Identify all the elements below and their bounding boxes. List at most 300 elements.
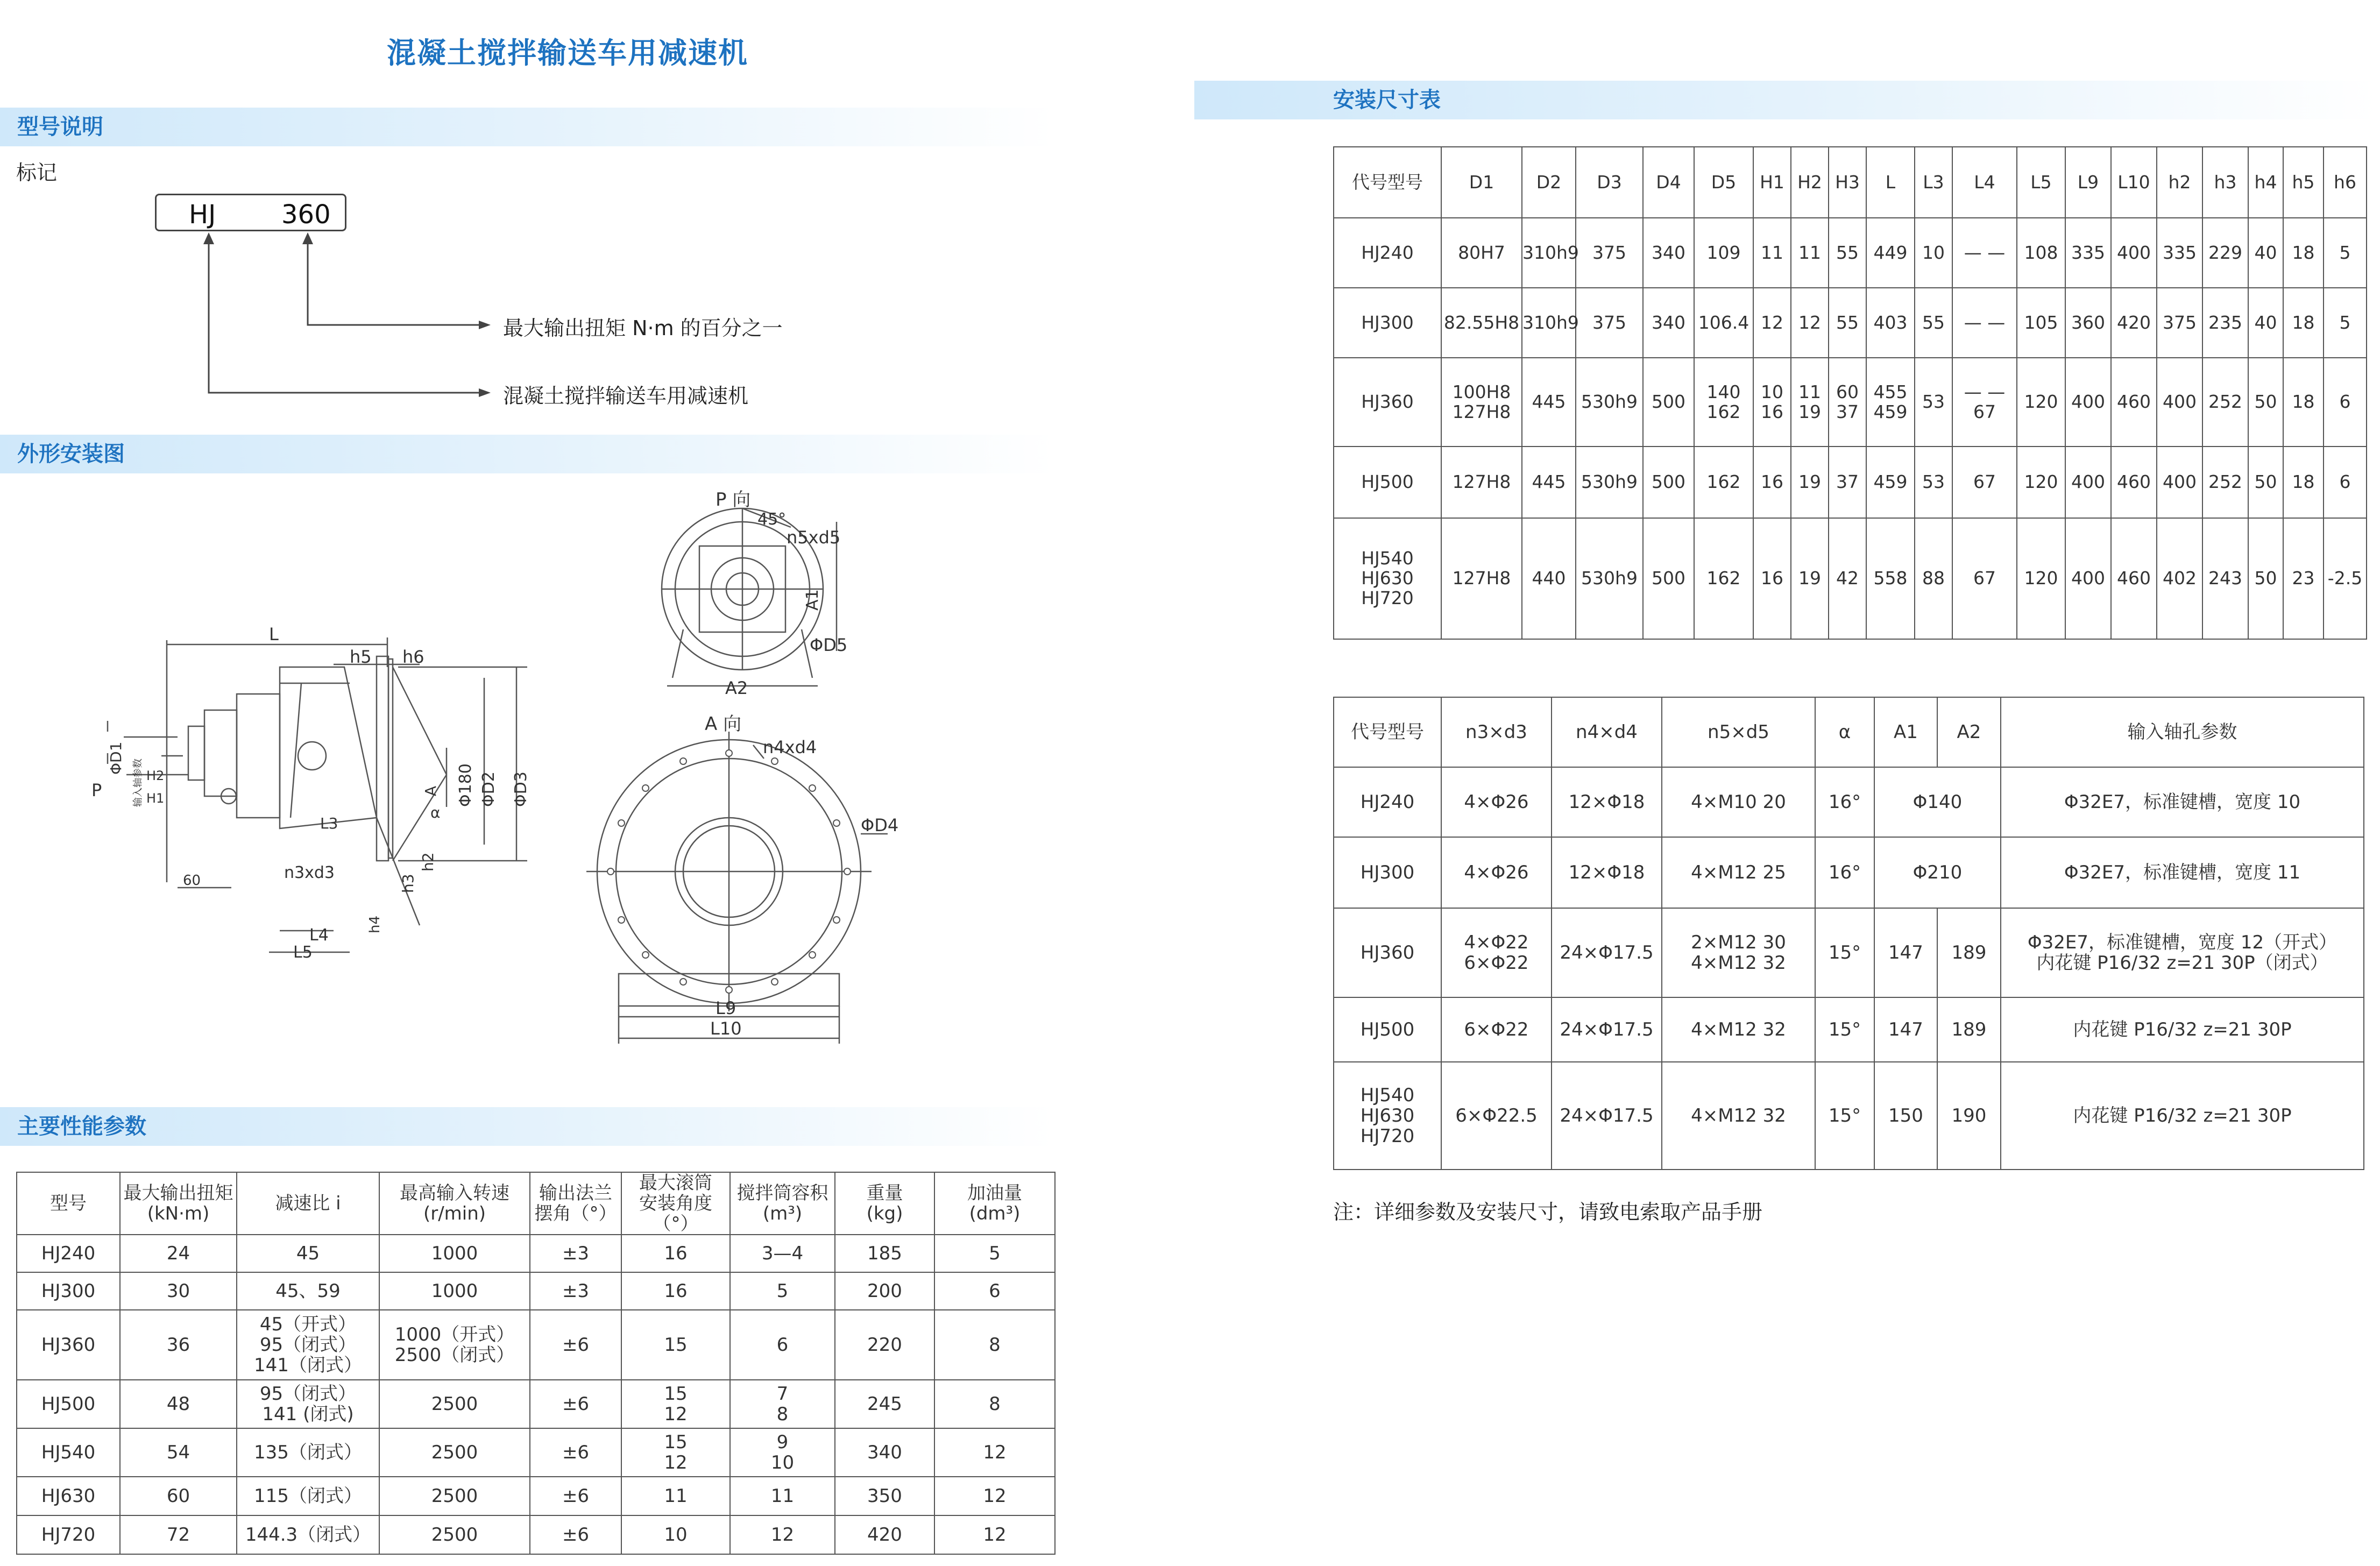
table-row <box>17 1477 1055 1515</box>
table-cell: HJ240 <box>17 1235 120 1272</box>
table-cell: ±3 <box>530 1272 621 1310</box>
table-cell: 2500 <box>379 1428 530 1477</box>
table-cell: 375 <box>1576 288 1643 358</box>
table-cell: 5 <box>934 1235 1055 1272</box>
table-cell: 144.3（闭式） <box>237 1515 379 1554</box>
dim-header: L <box>1866 147 1915 218</box>
table-cell: 120 <box>2017 358 2065 447</box>
table-row <box>1334 288 2367 358</box>
table-cell: 6 <box>934 1272 1055 1310</box>
table-cell: 45（开式） 95（闭式） 141（闭式） <box>237 1310 379 1380</box>
table-cell: 54 <box>120 1428 237 1477</box>
table-row <box>17 1310 1055 1380</box>
dim-header: H2 <box>1791 147 1829 218</box>
table-cell: 147 <box>1874 997 1937 1062</box>
label-P: P <box>91 780 102 800</box>
label-h6: h6 <box>402 647 424 667</box>
table-cell: 106.4 <box>1694 288 1753 358</box>
table-cell: 12 <box>730 1515 835 1554</box>
footnote: 注：详细参数及安装尺寸，请致电索取产品手册 <box>1333 1200 1763 1224</box>
table-cell: 455 459 <box>1866 358 1915 447</box>
label-D2: ΦD2 <box>479 771 498 807</box>
table-cell: 24×Φ17.5 <box>1552 1062 1662 1170</box>
table-cell: 445 <box>1522 447 1576 518</box>
table-cell: 4×Φ26 <box>1441 837 1552 908</box>
dim-header: L5 <box>2017 147 2065 218</box>
table-cell: 5 <box>2324 218 2367 288</box>
dim-header: L4 <box>1952 147 2017 218</box>
table-cell: 460 <box>2111 358 2157 447</box>
label-A: A <box>422 785 440 796</box>
table-cell: 200 <box>835 1272 934 1310</box>
table-cell: ±6 <box>530 1428 621 1477</box>
table-cell: 40 <box>2248 288 2283 358</box>
table-cell: 内花键 P16/32 z=21 30P <box>2001 997 2364 1062</box>
table-cell: 15 12 <box>621 1380 730 1428</box>
mark-label: 标记 <box>16 161 58 185</box>
table-row <box>1334 218 2367 288</box>
table-cell: 252 <box>2202 358 2248 447</box>
table-cell: 5 <box>730 1272 835 1310</box>
table-cell: 185 <box>835 1235 934 1272</box>
label-L9: L9 <box>716 998 736 1018</box>
perf-header-model: 型号 <box>17 1172 120 1235</box>
perf-header-ratio: 减速比 i <box>237 1172 379 1235</box>
shaft-header-model: 代号型号 <box>1334 697 1441 767</box>
table-cell: 67 <box>1952 447 2017 518</box>
table-cell: 16° <box>1815 767 1874 837</box>
table-cell: 310h9 <box>1522 288 1576 358</box>
table-cell: 45、59 <box>237 1272 379 1310</box>
model-code-prefix: HJ <box>189 200 216 230</box>
table-cell: 6 <box>2324 358 2367 447</box>
table-cell: — — <box>1952 218 2017 288</box>
table-cell: 459 <box>1866 447 1915 518</box>
table-cell: 335 <box>2065 218 2111 288</box>
table-cell: 109 <box>1694 218 1753 288</box>
table-cell: 23 <box>2283 518 2324 639</box>
table-row <box>1334 837 2364 908</box>
table-cell: 190 <box>1937 1062 2001 1170</box>
table-cell: 375 <box>1576 218 1643 288</box>
table-cell: 11 <box>621 1477 730 1515</box>
dim-header-model: 代号型号 <box>1334 147 1441 218</box>
table-cell: 45 <box>237 1235 379 1272</box>
a-view <box>586 732 888 1044</box>
table-cell: 2500 <box>379 1477 530 1515</box>
label-45deg: 45° <box>757 510 787 529</box>
label-D3: ΦD3 <box>512 771 530 807</box>
table-cell: HJ300 <box>1334 288 1441 358</box>
table-cell: 4×Φ26 <box>1441 767 1552 837</box>
label-n5d5: n5xd5 <box>787 527 841 548</box>
table-cell: 16° <box>1815 837 1874 908</box>
label-h4: h4 <box>367 915 383 933</box>
perf-header-oil: 加油量 (dm³) <box>934 1172 1055 1235</box>
table-cell: 19 <box>1791 518 1829 639</box>
outline-drawing <box>0 473 1054 1097</box>
table-cell: 16 <box>621 1235 730 1272</box>
shaft-parameter-table <box>1333 697 2364 1170</box>
table-cell: 36 <box>120 1310 237 1380</box>
table-cell: 67 <box>1952 518 2017 639</box>
label-h5: h5 <box>350 647 372 667</box>
table-cell: 400 <box>2111 218 2157 288</box>
table-cell: 229 <box>2202 218 2248 288</box>
table-cell: HJ360 <box>1334 908 1441 997</box>
table-cell: 6×Φ22.5 <box>1441 1062 1552 1170</box>
table-cell: 220 <box>835 1310 934 1380</box>
table-cell: HJ500 <box>1334 447 1441 518</box>
table-cell: 100H8 127H8 <box>1441 358 1522 447</box>
table-cell: 6 <box>730 1310 835 1380</box>
perf-header-weight: 重量 (kg) <box>835 1172 934 1235</box>
dim-header: D4 <box>1643 147 1694 218</box>
table-cell: 8 <box>934 1310 1055 1380</box>
table-cell: 12×Φ18 <box>1552 837 1662 908</box>
table-cell: ±6 <box>530 1380 621 1428</box>
table-cell: 12 <box>934 1515 1055 1554</box>
table-cell: 400 <box>2157 358 2202 447</box>
table-cell: 4×Φ22 6×Φ22 <box>1441 908 1552 997</box>
table-cell: 360 <box>2065 288 2111 358</box>
table-cell: 252 <box>2202 447 2248 518</box>
table-cell: 402 <box>2157 518 2202 639</box>
dim-header: H3 <box>1829 147 1866 218</box>
table-cell: 95（闭式） 141 (闭式) <box>237 1380 379 1428</box>
model-code-number: 360 <box>281 200 331 230</box>
table-cell: 50 <box>2248 358 2283 447</box>
table-cell: 245 <box>835 1380 934 1428</box>
table-cell: 105 <box>2017 288 2065 358</box>
table-cell: 18 <box>2283 218 2324 288</box>
table-cell: 189 <box>1937 908 2001 997</box>
table-cell: 340 <box>1643 288 1694 358</box>
table-cell: 9 10 <box>730 1428 835 1477</box>
table-cell: 135（闭式） <box>237 1428 379 1477</box>
table-cell: 340 <box>1643 218 1694 288</box>
table-cell: 内花键 P16/32 z=21 30P <box>2001 1062 2364 1170</box>
table-cell: 53 <box>1915 447 1952 518</box>
table-cell: 530h9 <box>1576 358 1643 447</box>
label-L3: L3 <box>320 814 338 832</box>
table-cell: 12 <box>934 1477 1055 1515</box>
table-cell: 55 <box>1829 288 1866 358</box>
table-cell: 6×Φ22 <box>1441 997 1552 1062</box>
table-cell: 8 <box>934 1380 1055 1428</box>
table-cell: 235 <box>2202 288 2248 358</box>
table-cell: 3—4 <box>730 1235 835 1272</box>
section-performance-header: 主要性能参数 <box>0 1107 1054 1146</box>
table-cell: 420 <box>2111 288 2157 358</box>
label-h2: h2 <box>419 852 437 871</box>
shaft-header-alpha: α <box>1815 697 1874 767</box>
table-cell: HJ630 <box>17 1477 120 1515</box>
table-cell: 2500 <box>379 1515 530 1554</box>
dim-header: h4 <box>2248 147 2283 218</box>
table-cell: 530h9 <box>1576 518 1643 639</box>
table-cell: 162 <box>1694 447 1753 518</box>
label-input: 输入轴参数 <box>132 759 144 807</box>
table-cell: 400 <box>2065 358 2111 447</box>
table-cell: 375 <box>2157 288 2202 358</box>
table-cell: 4×M12 25 <box>1662 837 1815 908</box>
table-cell: Φ140 <box>1874 767 2001 837</box>
table-cell: 120 <box>2017 447 2065 518</box>
table-row <box>1334 997 2364 1062</box>
table-cell: HJ360 <box>1334 358 1441 447</box>
table-cell: HJ240 <box>1334 218 1441 288</box>
label-H2: H2 <box>146 768 165 783</box>
table-cell: HJ720 <box>17 1515 120 1554</box>
table-cell: 15° <box>1815 1062 1874 1170</box>
table-cell: 11 <box>1791 218 1829 288</box>
dim-header: H1 <box>1753 147 1791 218</box>
table-cell: 10 <box>621 1515 730 1554</box>
table-cell: 420 <box>835 1515 934 1554</box>
table-cell: HJ300 <box>17 1272 120 1310</box>
table-cell: 400 <box>2065 447 2111 518</box>
perf-header-speed: 最高输入转速 (r/min) <box>379 1172 530 1235</box>
table-cell: 310h9 <box>1522 218 1576 288</box>
table-cell: 16 <box>1753 447 1791 518</box>
table-cell: 12×Φ18 <box>1552 767 1662 837</box>
table-row <box>1334 358 2367 447</box>
table-cell: 115（闭式） <box>237 1477 379 1515</box>
table-cell: 16 <box>1753 518 1791 639</box>
model-code-leaders <box>0 0 538 420</box>
table-cell: 18 <box>2283 288 2324 358</box>
table-cell: 15° <box>1815 908 1874 997</box>
table-cell: 88 <box>1915 518 1952 639</box>
table-cell: ±6 <box>530 1515 621 1554</box>
table-row <box>1334 447 2367 518</box>
dim-header: h6 <box>2324 147 2367 218</box>
table-cell: 147 <box>1874 908 1937 997</box>
table-cell: 403 <box>1866 288 1915 358</box>
table-cell: 50 <box>2248 447 2283 518</box>
desc-name: 混凝土搅拌输送车用减速机 <box>503 384 749 408</box>
table-cell: 60 <box>120 1477 237 1515</box>
dim-header: L10 <box>2111 147 2157 218</box>
table-cell: HJ300 <box>1334 837 1441 908</box>
table-cell: HJ500 <box>1334 997 1441 1062</box>
table-cell: 72 <box>120 1515 237 1554</box>
table-cell: — — <box>1952 288 2017 358</box>
table-cell: 460 <box>2111 447 2157 518</box>
shaft-header-a2: A2 <box>1937 697 2001 767</box>
table-cell: 82.55H8 <box>1441 288 1522 358</box>
table-cell: 445 <box>1522 358 1576 447</box>
table-cell: 189 <box>1937 997 2001 1062</box>
label-a-view: A 向 <box>705 713 742 735</box>
section-model-header: 型号说明 <box>0 108 1054 146</box>
label-D5: ΦD5 <box>810 635 848 655</box>
table-row <box>17 1428 1055 1477</box>
perf-header-torque: 最大输出扭矩 (kN·m) <box>120 1172 237 1235</box>
table-cell: 2500 <box>379 1380 530 1428</box>
performance-table <box>16 1172 1056 1555</box>
table-cell: 18 <box>2283 358 2324 447</box>
label-A2: A2 <box>725 678 748 698</box>
table-cell: 19 <box>1791 447 1829 518</box>
table-cell: 162 <box>1694 518 1753 639</box>
table-cell: 449 <box>1866 218 1915 288</box>
label-H1: H1 <box>146 791 165 806</box>
table-cell: 558 <box>1866 518 1915 639</box>
label-h3: h3 <box>399 874 417 893</box>
table-cell: HJ360 <box>17 1310 120 1380</box>
dim-header: D1 <box>1441 147 1522 218</box>
table-cell: 15 12 <box>621 1428 730 1477</box>
table-cell: ±6 <box>530 1310 621 1380</box>
table-cell: 80H7 <box>1441 218 1522 288</box>
table-row <box>1334 767 2364 837</box>
shaft-header-a1: A1 <box>1874 697 1937 767</box>
table-cell: 127H8 <box>1441 447 1522 518</box>
table-cell: 500 <box>1643 447 1694 518</box>
table-cell: 335 <box>2157 218 2202 288</box>
table-cell: 500 <box>1643 518 1694 639</box>
table-cell: -2.5 <box>2324 518 2367 639</box>
table-cell: 4×M10 20 <box>1662 767 1815 837</box>
table-cell: 12 <box>1791 288 1829 358</box>
table-cell: HJ540 HJ630 HJ720 <box>1334 1062 1441 1170</box>
label-alpha: α <box>430 804 441 821</box>
table-cell: 6 <box>2324 447 2367 518</box>
table-cell: 1000 <box>379 1272 530 1310</box>
table-cell: 5 <box>2324 288 2367 358</box>
table-row <box>1334 908 2364 997</box>
table-cell: 1000（开式） 2500（闭式） <box>379 1310 530 1380</box>
table-cell: 10 <box>1915 218 1952 288</box>
table-cell: 440 <box>1522 518 1576 639</box>
table-cell: 108 <box>2017 218 2065 288</box>
table-cell: 53 <box>1915 358 1952 447</box>
label-n3d3: n3xd3 <box>284 863 335 882</box>
table-cell: 400 <box>2065 518 2111 639</box>
table-cell: 127H8 <box>1441 518 1522 639</box>
table-cell: 24 <box>120 1235 237 1272</box>
label-D180: Φ180 <box>456 763 475 807</box>
table-row <box>17 1380 1055 1428</box>
table-cell: 12 <box>934 1428 1055 1477</box>
label-n4d4: n4xd4 <box>763 737 817 757</box>
desc-torque: 最大输出扭矩 N·m 的百分之一 <box>503 316 783 340</box>
table-row <box>17 1235 1055 1272</box>
dim-header: h5 <box>2283 147 2324 218</box>
table-cell: Φ32E7，标准键槽，宽度 10 <box>2001 767 2364 837</box>
label-L10: L10 <box>710 1018 742 1039</box>
table-cell: HJ240 <box>1334 767 1441 837</box>
table-cell: 12 <box>1753 288 1791 358</box>
table-cell: 16 <box>621 1272 730 1310</box>
perf-header-angle: 最大滚筒 安装角度（°） <box>621 1172 730 1235</box>
table-cell: 55 <box>1915 288 1952 358</box>
dim-header: L3 <box>1915 147 1952 218</box>
table-cell: 460 <box>2111 518 2157 639</box>
table-cell: ±3 <box>530 1235 621 1272</box>
table-cell: 15° <box>1815 997 1874 1062</box>
table-cell: 120 <box>2017 518 2065 639</box>
label-A1: A1 <box>803 589 822 611</box>
perf-header-swing: 输出法兰 摆角（°） <box>530 1172 621 1235</box>
table-cell: 530h9 <box>1576 447 1643 518</box>
table-cell: Φ32E7，标准键槽，宽度 11 <box>2001 837 2364 908</box>
shaft-header-input: 输入轴孔参数 <box>2001 697 2364 767</box>
dim-header: h3 <box>2202 147 2248 218</box>
table-row <box>17 1515 1055 1554</box>
table-cell: Φ210 <box>1874 837 2001 908</box>
table-cell: HJ540 <box>17 1428 120 1477</box>
table-cell: 4×M12 32 <box>1662 1062 1815 1170</box>
perf-header-volume: 搅拌筒容积 (m³) <box>730 1172 835 1235</box>
label-p-view: P 向 <box>716 489 751 511</box>
table-cell: 11 19 <box>1791 358 1829 447</box>
label-D4: ΦD4 <box>861 815 899 835</box>
table-cell: 15 <box>621 1310 730 1380</box>
label-L: L <box>269 624 279 644</box>
table-cell: 42 <box>1829 518 1866 639</box>
table-row <box>1334 1062 2364 1170</box>
table-cell: 24×Φ17.5 <box>1552 997 1662 1062</box>
table-cell: 243 <box>2202 518 2248 639</box>
table-row <box>1334 518 2367 639</box>
table-cell: 140 162 <box>1694 358 1753 447</box>
section-install-header: 安装尺寸表 <box>1194 81 2378 119</box>
table-cell: ±6 <box>530 1477 621 1515</box>
table-cell: 40 <box>2248 218 2283 288</box>
table-cell: 30 <box>120 1272 237 1310</box>
label-60: 60 <box>183 873 201 889</box>
table-cell: Φ32E7，标准键槽，宽度 12（开式） 内花键 P16/32 z=21 30P（闭式） <box>2001 908 2364 997</box>
table-cell: 60 37 <box>1829 358 1866 447</box>
dim-header: D5 <box>1694 147 1753 218</box>
table-cell: 55 <box>1829 218 1866 288</box>
label-D1: ΦD1 <box>107 741 125 775</box>
table-row <box>17 1272 1055 1310</box>
table-cell: HJ500 <box>17 1380 120 1428</box>
table-cell: 340 <box>835 1428 934 1477</box>
table-cell: 48 <box>120 1380 237 1428</box>
section-outline-header: 外形安装图 <box>0 435 1054 473</box>
table-cell: 400 <box>2157 447 2202 518</box>
table-cell: HJ540 HJ630 HJ720 <box>1334 518 1441 639</box>
dim-header: h2 <box>2157 147 2202 218</box>
table-cell: 11 <box>1753 218 1791 288</box>
dim-header: L9 <box>2065 147 2111 218</box>
table-cell: 50 <box>2248 518 2283 639</box>
dim-header: D2 <box>1522 147 1576 218</box>
table-cell: 2×M12 30 4×M12 32 <box>1662 908 1815 997</box>
dim-header: D3 <box>1576 147 1643 218</box>
table-cell: 1000 <box>379 1235 530 1272</box>
table-cell: 18 <box>2283 447 2324 518</box>
page-title: 混凝土搅拌输送车用减速机 <box>387 36 748 70</box>
table-cell: 4×M12 32 <box>1662 997 1815 1062</box>
label-L5: L5 <box>293 943 313 962</box>
dimension-table <box>1333 146 2367 640</box>
table-cell: 7 8 <box>730 1380 835 1428</box>
shaft-header-n5d5: n5×d5 <box>1662 697 1815 767</box>
table-cell: 500 <box>1643 358 1694 447</box>
table-cell: 350 <box>835 1477 934 1515</box>
table-cell: — — 67 <box>1952 358 2017 447</box>
shaft-header-n3d3: n3×d3 <box>1441 697 1552 767</box>
table-cell: 11 <box>730 1477 835 1515</box>
table-cell: 10 16 <box>1753 358 1791 447</box>
shaft-header-n4d4: n4×d4 <box>1552 697 1662 767</box>
